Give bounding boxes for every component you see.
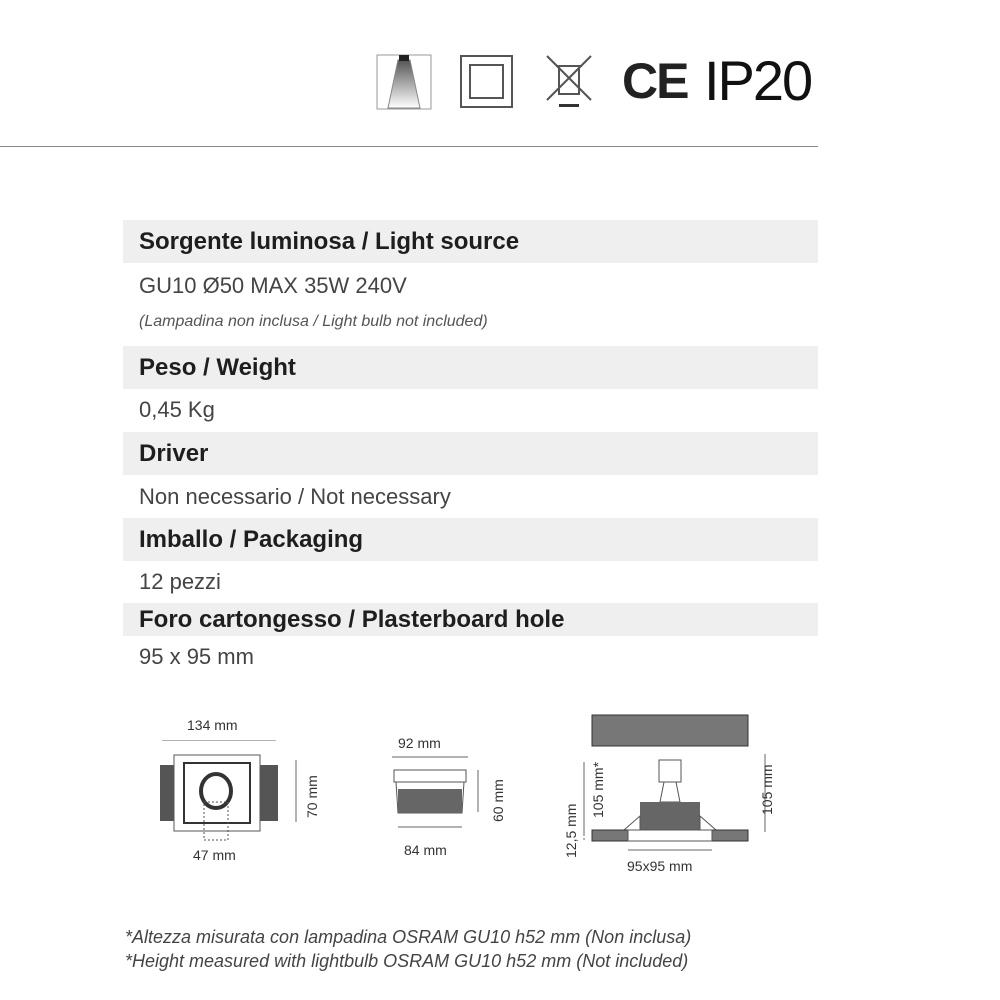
ip-rating: IP20 xyxy=(704,49,812,112)
spec-value-driver: Non necessario / Not necessary xyxy=(139,484,451,509)
dim-section-height-with-bulb: 105 mm* xyxy=(590,761,606,818)
spec-label-plasterboard-hole: Foro cartongesso / Plasterboard hole xyxy=(123,603,818,636)
dim-front-inner: 47 mm xyxy=(193,847,236,863)
spec-label-driver: Driver xyxy=(123,432,818,475)
section-drawing xyxy=(580,712,770,867)
dim-side-top: 92 mm xyxy=(398,735,441,751)
spec-label-weight: Peso / Weight xyxy=(123,346,818,389)
front-view-drawing xyxy=(160,740,320,855)
spec-value-plasterboard-hole: 95 x 95 mm xyxy=(139,644,254,669)
dim-side-height: 60 mm xyxy=(490,779,506,822)
divider xyxy=(0,146,818,147)
spec-value-packaging: 12 pezzi xyxy=(139,569,221,594)
dim-section-total-height: 105 mm xyxy=(759,764,775,815)
footnote-it: *Altezza misurata con lampadina OSRAM GU10 h52 mm (Non inclusa) xyxy=(125,927,692,947)
class-ii-double-insulation-icon xyxy=(459,54,515,110)
dim-side-bottom: 84 mm xyxy=(404,842,447,858)
spec-label-packaging: Imballo / Packaging xyxy=(123,518,818,561)
footnote-en: *Height measured with lightbulb OSRAM GU10 h52 mm (Not included) xyxy=(125,951,689,971)
weee-crossed-bin-icon xyxy=(545,54,595,110)
spec-value-weight: 0,45 Kg xyxy=(139,397,215,422)
spec-note-light-source: (Lampadina non inclusa / Light bulb not included) xyxy=(139,313,488,330)
dim-section-hole: 95x95 mm xyxy=(627,858,693,874)
dim-front-width: 134 mm xyxy=(187,717,238,733)
light-beam-icon xyxy=(376,54,432,110)
spec-value-light-source: GU10 Ø50 MAX 35W 240V xyxy=(139,273,407,298)
dim-section-flange: 12,5 mm xyxy=(563,803,579,858)
ce-mark: CE xyxy=(622,53,688,109)
dim-front-height: 70 mm xyxy=(304,775,320,818)
spec-label-light-source: Sorgente luminosa / Light source xyxy=(123,220,818,263)
